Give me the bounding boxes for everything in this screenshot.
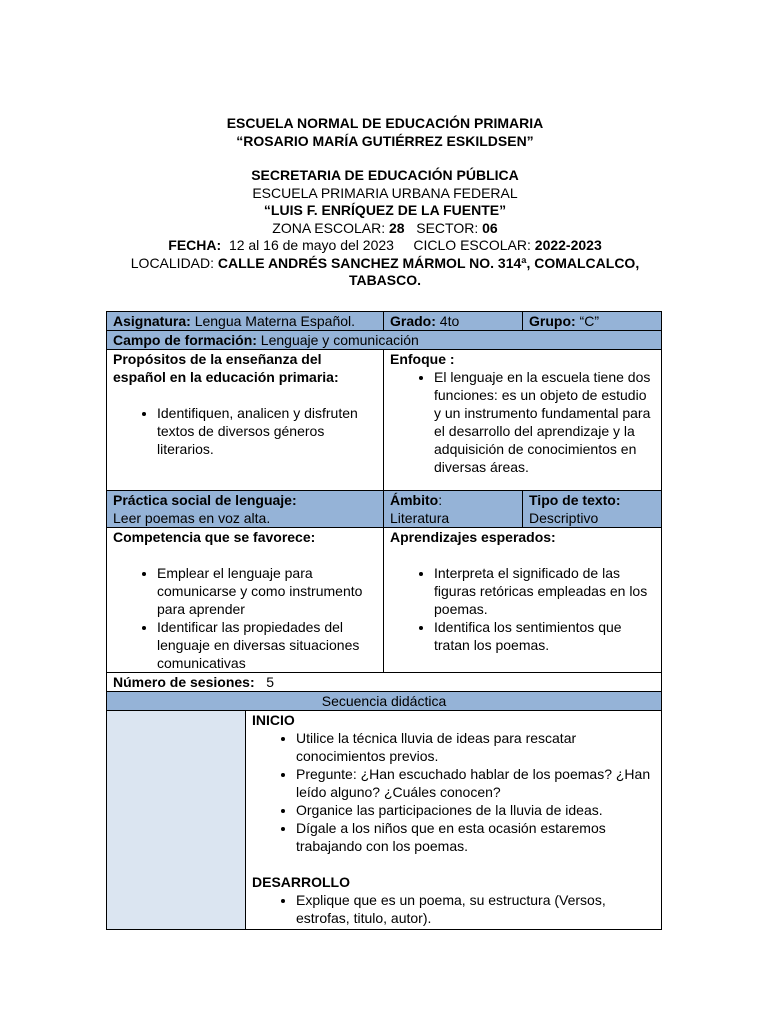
- list-item: • Explique que es un poema, su estructura (Versos, estrofas, titulo, autor).: [296, 891, 655, 927]
- list-item: • Utilice la técnica lluvia de ideas para rescatar conocimientos previos.: [296, 729, 655, 765]
- document-header: [100, 115, 670, 290]
- enfoque-cell: [384, 350, 662, 491]
- secuencia-side-cell: [107, 711, 246, 930]
- list-item: • Identifiquen, analicen y disfruten textos de diversos géneros literarios.: [157, 404, 377, 458]
- ambito-cell: [384, 491, 523, 528]
- list-item: • Identifica los sentimientos que tratan los poemas.: [434, 618, 655, 654]
- list-item: • El lenguaje en la escuela tiene dos funciones: es un objeto de estudio y un instrumento fundamental para el desarrollo del aprendizaje y la adquisición de conocimientos en diversas áreas.: [434, 368, 655, 476]
- list-item: • Dígale a los niños que en esta ocasión estaremos trabajando con los poemas.: [296, 819, 655, 855]
- campo-label: Campo de formación:: [113, 332, 257, 348]
- ciclo-value: 2022-2023: [534, 237, 602, 253]
- secuencia-label: Secuencia didáctica: [321, 693, 447, 709]
- primaria-name: “LUIS F. ENRÍQUEZ DE LA FUENTE”: [263, 202, 507, 218]
- propositos-label: Propósitos de la enseñanza del español en la educación primaria:: [113, 351, 339, 385]
- zona-sector-line: [100, 220, 670, 238]
- propositos-list: [113, 404, 377, 458]
- campo-value: Lenguaje y comunicación: [260, 332, 419, 348]
- list-item: • Interpreta el significado de las figuras retóricas empleadas en los poemas.: [434, 564, 655, 618]
- fecha-label: FECHA:: [168, 237, 222, 253]
- school-title: ESCUELA NORMAL DE EDUCACIÓN PRIMARIA: [226, 115, 544, 131]
- desarrollo-label: DESARROLLO: [252, 874, 350, 890]
- list-item: • Identificar las propiedades del lenguaje en diversas situaciones comunicativas: [157, 618, 377, 672]
- propositos-cell: [107, 350, 384, 491]
- grupo-value: “C”: [579, 313, 599, 329]
- sector-value: 06: [482, 219, 498, 236]
- asignatura-cell: [107, 312, 384, 331]
- zona-label: ZONA ESCOLAR:: [272, 219, 386, 236]
- grupo-cell: [523, 312, 662, 331]
- ambito-label: Ámbito: [390, 492, 439, 508]
- asignatura-value: Lengua Materna Español.: [194, 313, 356, 329]
- enfoque-label: Enfoque :: [390, 351, 455, 367]
- secuencia-body-row: [107, 711, 662, 930]
- sector-label: SECTOR:: [416, 219, 479, 236]
- zona-value: 28: [389, 219, 405, 236]
- inicio-label: INICIO: [252, 712, 295, 728]
- competencia-list: [113, 564, 377, 672]
- enfoque-list: [390, 368, 655, 476]
- ciclo-label: CICLO ESCOLAR:: [413, 237, 531, 253]
- practica-value: Leer poemas en voz alta.: [113, 510, 271, 526]
- aprendizajes-cell: [384, 528, 662, 673]
- sesiones-row: [107, 673, 662, 692]
- secuencia-row: [107, 692, 662, 711]
- fecha-line: [100, 237, 670, 255]
- tipo-texto-value: Descriptivo: [529, 510, 599, 526]
- sesiones-label: Número de sesiones:: [113, 674, 255, 690]
- school-name: “ROSARIO MARÍA GUTIÉRREZ ESKILDSEN”: [236, 132, 534, 149]
- aprendizajes-label: Aprendizajes esperados:: [390, 529, 556, 545]
- asignatura-label: Asignatura:: [113, 313, 191, 329]
- competencia-cell: [107, 528, 384, 673]
- planning-table: [106, 311, 662, 930]
- localidad-value: CALLE ANDRÉS SANCHEZ MÁRMOL NO. 314ª, COMALCALCO, TABASCO.: [217, 254, 640, 288]
- sesiones-value: 5: [266, 674, 275, 690]
- inicio-list: [252, 729, 655, 855]
- list-item: • Organice las participaciones de la lluvia de ideas.: [296, 801, 655, 819]
- grupo-label: Grupo:: [529, 313, 576, 329]
- sesiones-cell: [107, 673, 662, 692]
- grado-value: 4to: [439, 313, 460, 329]
- tipo-texto-label: Tipo de texto:: [529, 492, 621, 508]
- secretaria-title: SECRETARIA DE EDUCACIÓN PÚBLICA: [251, 167, 519, 183]
- fecha-value: 12 al 16 de mayo del 2023: [228, 237, 394, 253]
- grado-label: Grado:: [390, 313, 436, 329]
- ambito-colon: :: [438, 492, 443, 508]
- competencia-row: [107, 528, 662, 673]
- campo-cell: [107, 331, 662, 350]
- primaria-title: ESCUELA PRIMARIA URBANA FEDERAL: [252, 184, 518, 201]
- secuencia-cell: [107, 692, 662, 711]
- localidad-label: LOCALIDAD:: [130, 254, 215, 271]
- localidad-line: [100, 255, 670, 290]
- secuencia-content-cell: [246, 711, 662, 930]
- asignatura-row: [107, 312, 662, 331]
- aprendizajes-list: [390, 564, 655, 654]
- list-item: • Emplear el lenguaje para comunicarse y como instrumento para aprender: [157, 564, 377, 618]
- list-item: • Pregunte: ¿Han escuchado hablar de los poemas? ¿Han leído alguno? ¿Cuáles conocen?: [296, 765, 655, 801]
- propositos-row: [107, 350, 662, 491]
- campo-row: [107, 331, 662, 350]
- practica-row: [107, 491, 662, 528]
- practica-label: Práctica social de lenguaje:: [113, 492, 297, 508]
- tipo-texto-cell: [523, 491, 662, 528]
- ambito-value: Literatura: [390, 510, 450, 526]
- competencia-label: Competencia que se favorece:: [113, 529, 316, 545]
- desarrollo-list: [252, 891, 655, 927]
- practica-cell: [107, 491, 384, 528]
- grado-cell: [384, 312, 523, 331]
